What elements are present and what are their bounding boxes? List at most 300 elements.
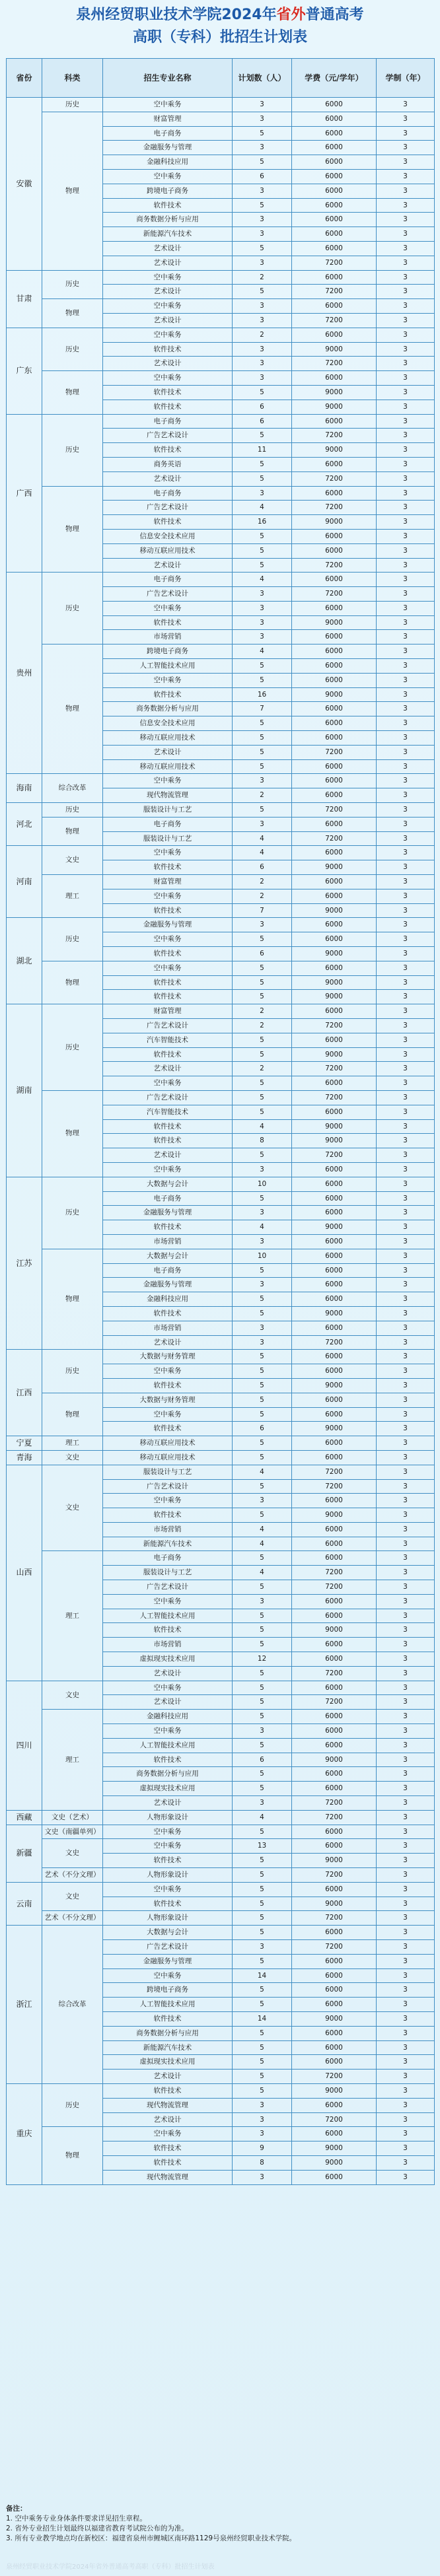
major-cell: 软件技术 [103, 2083, 233, 2098]
tuition-cell: 6000 [292, 1076, 377, 1091]
quota-cell: 5 [233, 1623, 292, 1638]
quota-cell: 6 [233, 414, 292, 429]
quota-cell: 3 [233, 213, 292, 227]
duration-cell: 3 [377, 1839, 435, 1854]
duration-cell: 3 [377, 1062, 435, 1076]
table-row [7, 2127, 435, 2141]
duration-cell: 3 [377, 1983, 435, 1998]
duration-cell: 3 [377, 1350, 435, 1364]
tuition-cell: 6000 [292, 1033, 377, 1047]
major-cell: 广告艺术设计 [103, 587, 233, 602]
subject-cell: 历史 [42, 2083, 103, 2126]
tuition-cell: 6000 [292, 673, 377, 687]
major-cell: 空中乘务 [103, 2127, 233, 2141]
duration-cell: 3 [377, 1609, 435, 1623]
duration-cell: 3 [377, 558, 435, 573]
duration-cell: 3 [377, 1220, 435, 1235]
duration-cell: 3 [377, 1249, 435, 1263]
subject-cell: 物理 [42, 112, 103, 270]
duration-cell: 3 [377, 875, 435, 889]
duration-cell: 3 [377, 1206, 435, 1220]
duration-cell: 3 [377, 285, 435, 299]
quota-cell: 5 [233, 1033, 292, 1047]
tuition-cell: 6000 [292, 112, 377, 126]
quota-cell: 2 [233, 1019, 292, 1033]
province-cell: 湖南 [7, 1004, 42, 1177]
duration-cell: 3 [377, 932, 435, 947]
duration-cell: 3 [377, 1234, 435, 1249]
duration-cell: 3 [377, 1522, 435, 1537]
quota-cell: 3 [233, 1594, 292, 1609]
quota-cell: 5 [233, 241, 292, 256]
tuition-cell: 6000 [292, 573, 377, 587]
tuition-cell: 6000 [292, 759, 377, 774]
major-cell: 软件技术 [103, 1854, 233, 1868]
tuition-cell: 6000 [292, 1177, 377, 1191]
quota-cell: 5 [233, 543, 292, 558]
duration-cell: 3 [377, 1695, 435, 1710]
quota-cell: 4 [233, 1220, 292, 1235]
header-subject: 科类 [42, 59, 103, 98]
quota-cell: 3 [233, 1494, 292, 1508]
duration-cell: 3 [377, 1364, 435, 1379]
quota-cell: 5 [233, 1638, 292, 1652]
subject-cell: 文史 [42, 1450, 103, 1465]
major-cell: 艺术设计 [103, 2070, 233, 2084]
tuition-cell: 6000 [292, 2127, 377, 2141]
duration-cell: 3 [377, 601, 435, 615]
tuition-cell: 6000 [292, 1782, 377, 1796]
tuition-cell: 7200 [292, 558, 377, 573]
notes-section [6, 2504, 434, 2544]
quota-cell: 5 [233, 1076, 292, 1091]
subject-cell: 历史 [42, 328, 103, 370]
major-cell: 市场营销 [103, 1321, 233, 1335]
quota-cell: 3 [233, 342, 292, 357]
duration-cell: 3 [377, 615, 435, 630]
tuition-cell: 6000 [292, 644, 377, 659]
duration-cell: 3 [377, 1378, 435, 1393]
tuition-cell: 6000 [292, 1825, 377, 1839]
subject-cell: 历史 [42, 414, 103, 486]
quota-cell: 5 [233, 457, 292, 471]
tuition-cell: 7200 [292, 429, 377, 443]
duration-cell: 3 [377, 313, 435, 328]
province-cell: 河北 [7, 803, 42, 846]
quota-cell: 3 [233, 371, 292, 386]
quota-cell: 5 [233, 1911, 292, 1926]
tuition-cell: 6000 [292, 1738, 377, 1753]
tuition-cell: 7200 [292, 1335, 377, 1350]
tuition-cell: 6000 [292, 1638, 377, 1652]
quota-cell: 5 [233, 1868, 292, 1883]
tuition-cell: 6000 [292, 875, 377, 889]
tuition-cell: 6000 [292, 126, 377, 141]
quota-cell: 5 [233, 529, 292, 543]
major-cell: 商务数据分析与应用 [103, 2026, 233, 2040]
major-cell: 金融服务与管理 [103, 141, 233, 155]
tuition-cell: 6000 [292, 2040, 377, 2055]
major-cell: 空中乘务 [103, 1681, 233, 1695]
tuition-cell: 6000 [292, 659, 377, 674]
province-cell: 宁夏 [7, 1436, 42, 1451]
tuition-cell: 6000 [292, 543, 377, 558]
major-cell: 跨境电子商务 [103, 1983, 233, 1998]
tuition-cell: 6000 [292, 1450, 377, 1465]
major-cell: 虚拟现实技术应用 [103, 1652, 233, 1667]
quota-cell: 3 [233, 184, 292, 198]
major-cell: 财富管理 [103, 875, 233, 889]
duration-cell: 3 [377, 1090, 435, 1105]
table-row [7, 1882, 435, 1897]
duration-cell: 3 [377, 644, 435, 659]
quota-cell: 5 [233, 990, 292, 1004]
tuition-cell: 6000 [292, 299, 377, 314]
tuition-cell: 6000 [292, 1983, 377, 1998]
page-title [0, 4, 440, 49]
major-cell: 人工智能技术应用 [103, 659, 233, 674]
tuition-cell: 9000 [292, 1134, 377, 1148]
major-cell: 电子商务 [103, 126, 233, 141]
tuition-cell: 6000 [292, 1926, 377, 1940]
tuition-cell: 9000 [292, 1508, 377, 1523]
quota-cell: 5 [233, 731, 292, 746]
major-cell: 艺术设计 [103, 256, 233, 270]
duration-cell: 3 [377, 774, 435, 788]
province-cell: 安徽 [7, 98, 42, 271]
major-cell: 移动互联应用技术 [103, 1436, 233, 1451]
tuition-cell: 6000 [292, 1839, 377, 1854]
tuition-cell: 6000 [292, 141, 377, 155]
quota-cell: 5 [233, 285, 292, 299]
subject-cell: 理工 [42, 1436, 103, 1451]
duration-cell: 3 [377, 2011, 435, 2026]
major-cell: 软件技术 [103, 1753, 233, 1767]
major-cell: 市场营销 [103, 1638, 233, 1652]
duration-cell: 3 [377, 1479, 435, 1494]
tuition-cell: 6000 [292, 1263, 377, 1278]
tuition-cell: 6000 [292, 457, 377, 471]
tuition-cell: 9000 [292, 1378, 377, 1393]
major-cell: 空中乘务 [103, 98, 233, 112]
tuition-cell: 7200 [292, 285, 377, 299]
tuition-cell: 9000 [292, 2011, 377, 2026]
duration-cell: 3 [377, 1321, 435, 1335]
tuition-cell: 9000 [292, 400, 377, 414]
tuition-cell: 7200 [292, 501, 377, 515]
tuition-cell: 9000 [292, 903, 377, 918]
table-row [7, 1551, 435, 1566]
subject-cell: 文史 [42, 1839, 103, 1868]
duration-cell: 3 [377, 1623, 435, 1638]
table-row [7, 1868, 435, 1883]
quota-cell: 3 [233, 313, 292, 328]
major-cell: 财富管理 [103, 1004, 233, 1019]
major-cell: 商务英语 [103, 457, 233, 471]
subject-cell: 文史 [42, 1465, 103, 1551]
major-cell: 艺术设计 [103, 745, 233, 759]
quota-cell: 5 [233, 975, 292, 990]
major-cell: 空中乘务 [103, 774, 233, 788]
quota-cell: 3 [233, 486, 292, 501]
major-cell: 市场营销 [103, 1234, 233, 1249]
province-cell: 新疆 [7, 1825, 42, 1882]
major-cell: 金融服务与管理 [103, 1954, 233, 1968]
subject-cell: 理工 [42, 1551, 103, 1681]
tuition-cell: 9000 [292, 1306, 377, 1321]
quota-cell: 2 [233, 1004, 292, 1019]
tuition-cell: 7200 [292, 1911, 377, 1926]
tuition-cell: 6000 [292, 788, 377, 803]
quota-cell: 5 [233, 1767, 292, 1782]
tuition-cell: 7200 [292, 745, 377, 759]
quota-cell: 5 [233, 716, 292, 731]
duration-cell: 3 [377, 831, 435, 846]
duration-cell: 3 [377, 759, 435, 774]
major-cell: 软件技术 [103, 687, 233, 702]
major-cell: 广告艺术设计 [103, 1580, 233, 1595]
tuition-cell: 6000 [292, 1350, 377, 1364]
duration-cell: 3 [377, 1047, 435, 1062]
quota-cell: 5 [233, 1695, 292, 1710]
tuition-cell: 6000 [292, 1249, 377, 1263]
major-cell: 艺术设计 [103, 558, 233, 573]
quota-cell: 4 [233, 1465, 292, 1479]
quota-cell: 5 [233, 1738, 292, 1753]
tuition-cell: 9000 [292, 2155, 377, 2170]
duration-cell: 3 [377, 1306, 435, 1321]
quota-cell: 6 [233, 947, 292, 961]
tuition-cell: 9000 [292, 860, 377, 875]
subject-cell: 物理 [42, 1249, 103, 1350]
quota-cell: 3 [233, 817, 292, 831]
major-cell: 艺术设计 [103, 2112, 233, 2127]
major-cell: 软件技术 [103, 1508, 233, 1523]
tuition-cell: 6000 [292, 1436, 377, 1451]
duration-cell: 3 [377, 198, 435, 213]
tuition-cell: 7200 [292, 1479, 377, 1494]
major-cell: 财富管理 [103, 112, 233, 126]
duration-cell: 3 [377, 1940, 435, 1955]
duration-cell: 3 [377, 1753, 435, 1767]
duration-cell: 3 [377, 98, 435, 112]
quota-cell: 5 [233, 1508, 292, 1523]
tuition-cell: 7200 [292, 256, 377, 270]
quota-cell: 8 [233, 1134, 292, 1148]
tuition-cell: 6000 [292, 1292, 377, 1307]
duration-cell: 3 [377, 169, 435, 184]
tuition-cell: 9000 [292, 1897, 377, 1911]
tuition-cell: 9000 [292, 1047, 377, 1062]
quota-cell: 4 [233, 1119, 292, 1134]
subject-cell: 物理 [42, 1393, 103, 1436]
tuition-cell: 6000 [292, 1767, 377, 1782]
subject-cell: 历史 [42, 803, 103, 818]
duration-cell: 3 [377, 357, 435, 371]
major-cell: 虚拟现实技术应用 [103, 1782, 233, 1796]
major-cell: 商务数据分析与应用 [103, 1767, 233, 1782]
quota-cell: 5 [233, 1364, 292, 1379]
duration-cell: 3 [377, 1076, 435, 1091]
duration-cell: 3 [377, 990, 435, 1004]
duration-cell: 3 [377, 1926, 435, 1940]
major-cell: 软件技术 [103, 1047, 233, 1062]
duration-cell: 3 [377, 328, 435, 342]
province-cell: 四川 [7, 1681, 42, 1810]
table-row [7, 299, 435, 314]
duration-cell: 3 [377, 1594, 435, 1609]
duration-cell: 3 [377, 429, 435, 443]
major-cell: 空中乘务 [103, 932, 233, 947]
subject-cell: 物理 [42, 644, 103, 774]
quota-cell: 5 [233, 2070, 292, 2084]
duration-cell: 3 [377, 213, 435, 227]
tuition-cell: 6000 [292, 846, 377, 860]
duration-cell: 3 [377, 1681, 435, 1695]
subject-cell: 物理 [42, 486, 103, 573]
tuition-cell: 6000 [292, 918, 377, 932]
subject-cell: 历史 [42, 1004, 103, 1091]
tuition-cell: 9000 [292, 342, 377, 357]
duration-cell: 3 [377, 716, 435, 731]
duration-cell: 3 [377, 443, 435, 458]
duration-cell: 3 [377, 630, 435, 644]
major-cell: 汽车智能技术 [103, 1105, 233, 1119]
duration-cell: 3 [377, 371, 435, 386]
quota-cell: 2 [233, 1062, 292, 1076]
quota-cell: 5 [233, 1350, 292, 1364]
duration-cell: 3 [377, 1407, 435, 1422]
duration-cell: 3 [377, 141, 435, 155]
quota-cell: 10 [233, 1177, 292, 1191]
duration-cell: 3 [377, 1796, 435, 1811]
quota-cell: 5 [233, 745, 292, 759]
major-cell: 电子商务 [103, 414, 233, 429]
table-row [7, 1465, 435, 1479]
major-cell: 服装设计与工艺 [103, 831, 233, 846]
quota-cell: 5 [233, 2026, 292, 2040]
tuition-cell: 6000 [292, 1234, 377, 1249]
duration-cell: 3 [377, 1738, 435, 1753]
major-cell: 空中乘务 [103, 601, 233, 615]
tuition-cell: 6000 [292, 1407, 377, 1422]
major-cell: 金融科技应用 [103, 1292, 233, 1307]
tuition-cell: 6000 [292, 1191, 377, 1206]
province-cell: 广西 [7, 414, 42, 573]
major-cell: 软件技术 [103, 385, 233, 400]
major-cell: 艺术设计 [103, 1335, 233, 1350]
table-row [7, 1350, 435, 1364]
tuition-cell: 6000 [292, 1551, 377, 1566]
tuition-cell: 6000 [292, 1393, 377, 1407]
major-cell: 空中乘务 [103, 1494, 233, 1508]
header-major: 招生专业名称 [103, 59, 233, 98]
header-quota: 计划数（人） [233, 59, 292, 98]
subject-cell: 物理 [42, 2127, 103, 2184]
major-cell: 软件技术 [103, 1897, 233, 1911]
quota-cell: 2 [233, 889, 292, 903]
duration-cell: 3 [377, 471, 435, 486]
quota-cell: 3 [233, 357, 292, 371]
major-cell: 大数据与财务管理 [103, 1350, 233, 1364]
quota-cell: 5 [233, 429, 292, 443]
quota-cell: 5 [233, 385, 292, 400]
quota-cell: 3 [233, 98, 292, 112]
tuition-cell: 6000 [292, 1652, 377, 1667]
table-row [7, 1249, 435, 1263]
quota-cell: 5 [233, 1148, 292, 1163]
major-cell: 大数据与会计 [103, 1177, 233, 1191]
subject-cell: 综合改革 [42, 774, 103, 803]
tuition-cell: 7200 [292, 1695, 377, 1710]
major-cell: 现代物流管理 [103, 2170, 233, 2184]
major-cell: 艺术设计 [103, 1666, 233, 1681]
tuition-cell: 6000 [292, 1609, 377, 1623]
quota-cell: 5 [233, 155, 292, 170]
quota-cell: 5 [233, 1897, 292, 1911]
quota-cell: 5 [233, 1407, 292, 1422]
tuition-cell: 9000 [292, 615, 377, 630]
major-cell: 电子商务 [103, 817, 233, 831]
footer-faint-text: 泉州经贸职业技术学院2024年省外普通高考高职（专科）批招生计划表 [6, 2563, 215, 2571]
quota-cell: 3 [233, 630, 292, 644]
tuition-cell: 7200 [292, 1465, 377, 1479]
province-cell: 广东 [7, 328, 42, 414]
duration-cell: 3 [377, 1911, 435, 1926]
subject-cell: 物理 [42, 961, 103, 1004]
table-row [7, 1810, 435, 1825]
major-cell: 软件技术 [103, 1623, 233, 1638]
quota-cell: 3 [233, 1234, 292, 1249]
tuition-cell: 6000 [292, 2170, 377, 2184]
major-cell: 空中乘务 [103, 328, 233, 342]
tuition-cell: 9000 [292, 2083, 377, 2098]
major-cell: 艺术设计 [103, 357, 233, 371]
duration-cell: 3 [377, 1810, 435, 1825]
major-cell: 现代物流管理 [103, 2098, 233, 2112]
table-row [7, 1911, 435, 1926]
tuition-cell: 6000 [292, 932, 377, 947]
major-cell: 信息安全技术应用 [103, 716, 233, 731]
duration-cell: 3 [377, 1335, 435, 1350]
duration-cell: 3 [377, 486, 435, 501]
tuition-cell: 9000 [292, 1753, 377, 1767]
quota-cell: 5 [233, 1609, 292, 1623]
quota-cell: 9 [233, 2141, 292, 2156]
subject-cell: 物理 [42, 371, 103, 414]
quota-cell: 3 [233, 227, 292, 242]
major-cell: 空中乘务 [103, 961, 233, 975]
table-row [7, 1393, 435, 1407]
duration-cell: 3 [377, 1292, 435, 1307]
table-row [7, 1177, 435, 1191]
duration-cell: 3 [377, 860, 435, 875]
subject-cell: 文史 [42, 1882, 103, 1911]
quota-cell: 3 [233, 2112, 292, 2127]
table-row [7, 1004, 435, 1019]
duration-cell: 3 [377, 1551, 435, 1566]
tuition-cell: 6000 [292, 529, 377, 543]
table-row [7, 918, 435, 932]
subject-cell: 历史 [42, 573, 103, 644]
tuition-cell: 6000 [292, 601, 377, 615]
major-cell: 人工智能技术应用 [103, 1609, 233, 1623]
major-cell: 人工智能技术应用 [103, 1998, 233, 2012]
tuition-cell: 6000 [292, 184, 377, 198]
tuition-cell: 9000 [292, 1220, 377, 1235]
major-cell: 电子商务 [103, 1263, 233, 1278]
tuition-cell: 6000 [292, 1004, 377, 1019]
